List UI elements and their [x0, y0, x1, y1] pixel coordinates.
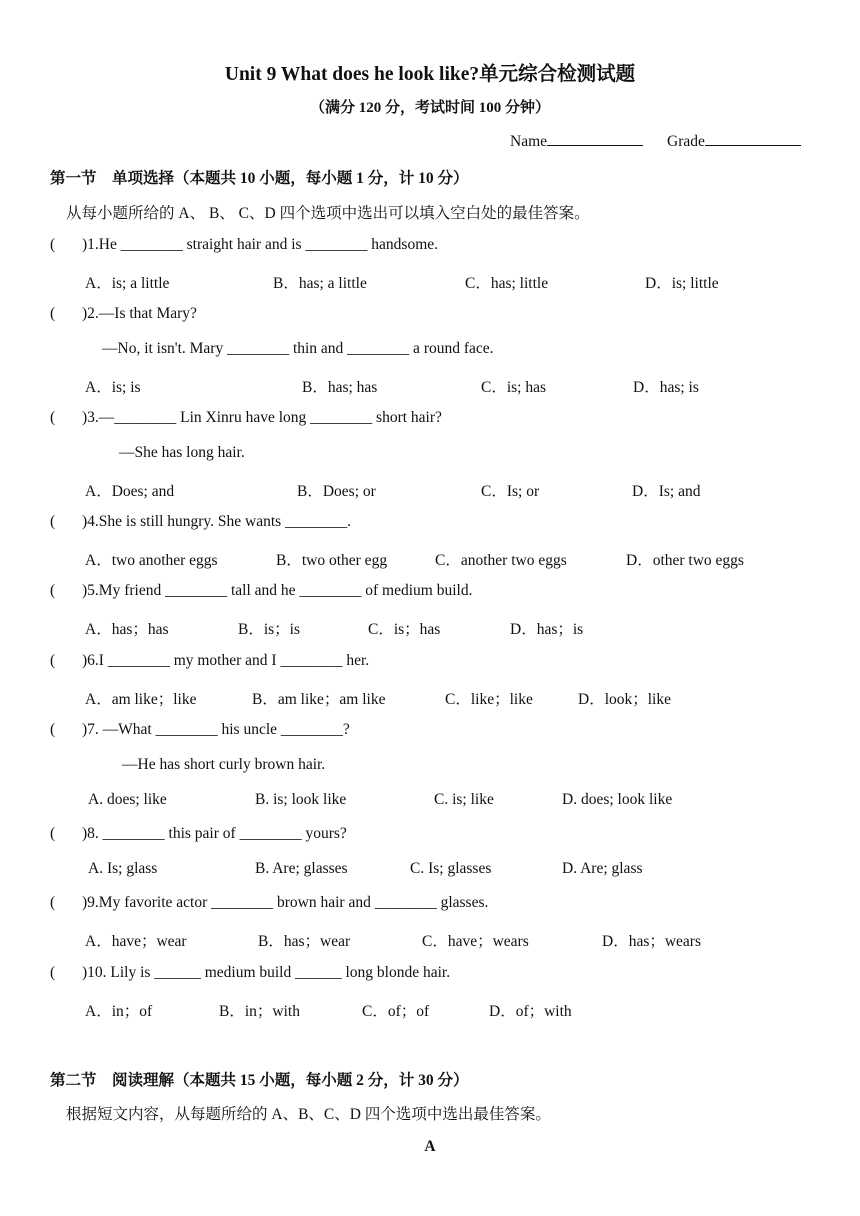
section1-instruction: 从每小题所给的 A、 B、 C、D 四个选项中选出可以填入空白处的最佳答案。 [66, 205, 590, 222]
q10-option-c: C．of；of [362, 1003, 430, 1020]
question-2: )2.—Is that Mary? [82, 305, 197, 322]
q7-dialogue: —He has short curly brown hair. [122, 756, 326, 773]
q3-option-d: D．Is; and [632, 483, 701, 500]
q9-option-d: D．has；wears [602, 933, 702, 950]
question-4: )4.She is still hungry. She wants ________. [82, 513, 351, 530]
page-title: Unit 9 What does he look like?单元综合检测试题 [224, 64, 636, 85]
q10-option-b: B．in；with [219, 1003, 300, 1020]
q8-option-c: C. Is; glasses [410, 860, 492, 877]
q2-option-c: C．is; has [481, 379, 547, 396]
answer-paren[interactable]: ( [50, 825, 56, 842]
answer-paren[interactable]: ( [50, 721, 56, 738]
section2-instruction: 根据短文内容，从每题所给的 A、B、C、D 四个选项中选出最佳答案。 [66, 1106, 551, 1123]
q1-option-d: D．is; little [645, 275, 719, 292]
q3-option-a: A．Does; and [85, 483, 175, 500]
q8-option-a: A. Is; glass [88, 860, 158, 877]
q3-dialogue: —She has long hair. [119, 444, 245, 461]
question-10: )10. Lily is ______ medium build ______ long blonde hair. [82, 964, 451, 981]
question-1: )1.He ________ straight hair and is ________ handsome. [82, 236, 439, 253]
q3-option-c: C．Is; or [481, 483, 540, 500]
q1-option-b: B．has; a little [273, 275, 367, 292]
question-5: )5.My friend ________ tall and he ________ of medium build. [82, 582, 473, 599]
q10-option-d: D．of；with [489, 1003, 572, 1020]
name-blank[interactable] [547, 131, 643, 146]
grade-label: Grade [667, 133, 705, 150]
q10-option-a: A．in；of [85, 1003, 153, 1020]
q8-option-d: D. Are; glass [562, 860, 643, 877]
q9-option-c: C．have；wears [422, 933, 529, 950]
q4-option-a: A．two another eggs [85, 552, 218, 569]
section2-heading: 第二节 阅读理解（本题共 15 小题，每小题 2 分，计 30 分） [50, 1072, 469, 1089]
q5-option-d: D．has；is [510, 621, 584, 638]
grade-blank[interactable] [705, 131, 801, 146]
question-9: )9.My favorite actor ________ brown hair and ________ glasses. [82, 894, 489, 911]
answer-paren[interactable]: ( [50, 582, 56, 599]
answer-paren[interactable]: ( [50, 305, 56, 322]
section1-heading: 第一节 单项选择（本题共 10 小题，每小题 1 分，计 10 分） [50, 170, 469, 187]
q7-option-a: A. does; like [88, 791, 167, 808]
answer-paren[interactable]: ( [50, 236, 56, 253]
q6-option-c: C．like；like [445, 691, 533, 708]
q8-option-b: B. Are; glasses [255, 860, 348, 877]
q5-option-b: B．is；is [238, 621, 301, 638]
q6-option-a: A．am like；like [85, 691, 197, 708]
q4-option-c: C．another two eggs [435, 552, 567, 569]
q2-option-d: D．has; is [633, 379, 699, 396]
q3-option-b: B．Does; or [297, 483, 376, 500]
name-grade-line [510, 131, 801, 151]
q1-option-c: C．has; little [465, 275, 549, 292]
passage-label: A [424, 1138, 436, 1155]
q7-option-b: B. is; look like [255, 791, 347, 808]
question-3: )3.—________ Lin Xinru have long ________ short hair? [82, 409, 442, 426]
answer-paren[interactable]: ( [50, 652, 56, 669]
answer-paren[interactable]: ( [50, 894, 56, 911]
question-8: )8. ________ this pair of ________ yours? [82, 825, 347, 842]
q2-dialogue: —No, it isn't. Mary ________ thin and ________ a round face. [102, 340, 494, 357]
q6-option-d: D．look；like [578, 691, 671, 708]
q1-option-a: A．is; a little [85, 275, 170, 292]
q5-option-a: A．has；has [85, 621, 169, 638]
answer-paren[interactable]: ( [50, 513, 56, 530]
q9-option-b: B．has；wear [258, 933, 351, 950]
q4-option-d: D．other two eggs [626, 552, 744, 569]
answer-paren[interactable]: ( [50, 964, 56, 981]
q9-option-a: A．have；wear [85, 933, 187, 950]
question-6: )6.I ________ my mother and I ________ her. [82, 652, 370, 669]
q2-option-a: A．is; is [85, 379, 141, 396]
q5-option-c: C．is；has [368, 621, 441, 638]
q4-option-b: B．two other egg [276, 552, 388, 569]
q2-option-b: B．has; has [302, 379, 378, 396]
answer-paren[interactable]: ( [50, 409, 56, 426]
page-subtitle: （满分 120 分，考试时间 100 分钟） [309, 100, 550, 116]
q7-option-c: C. is; like [434, 791, 494, 808]
question-7: )7. —What ________ his uncle ________? [82, 721, 350, 738]
q6-option-b: B．am like；am like [252, 691, 386, 708]
q7-option-d: D. does; look like [562, 791, 673, 808]
name-label: Name [510, 133, 548, 150]
